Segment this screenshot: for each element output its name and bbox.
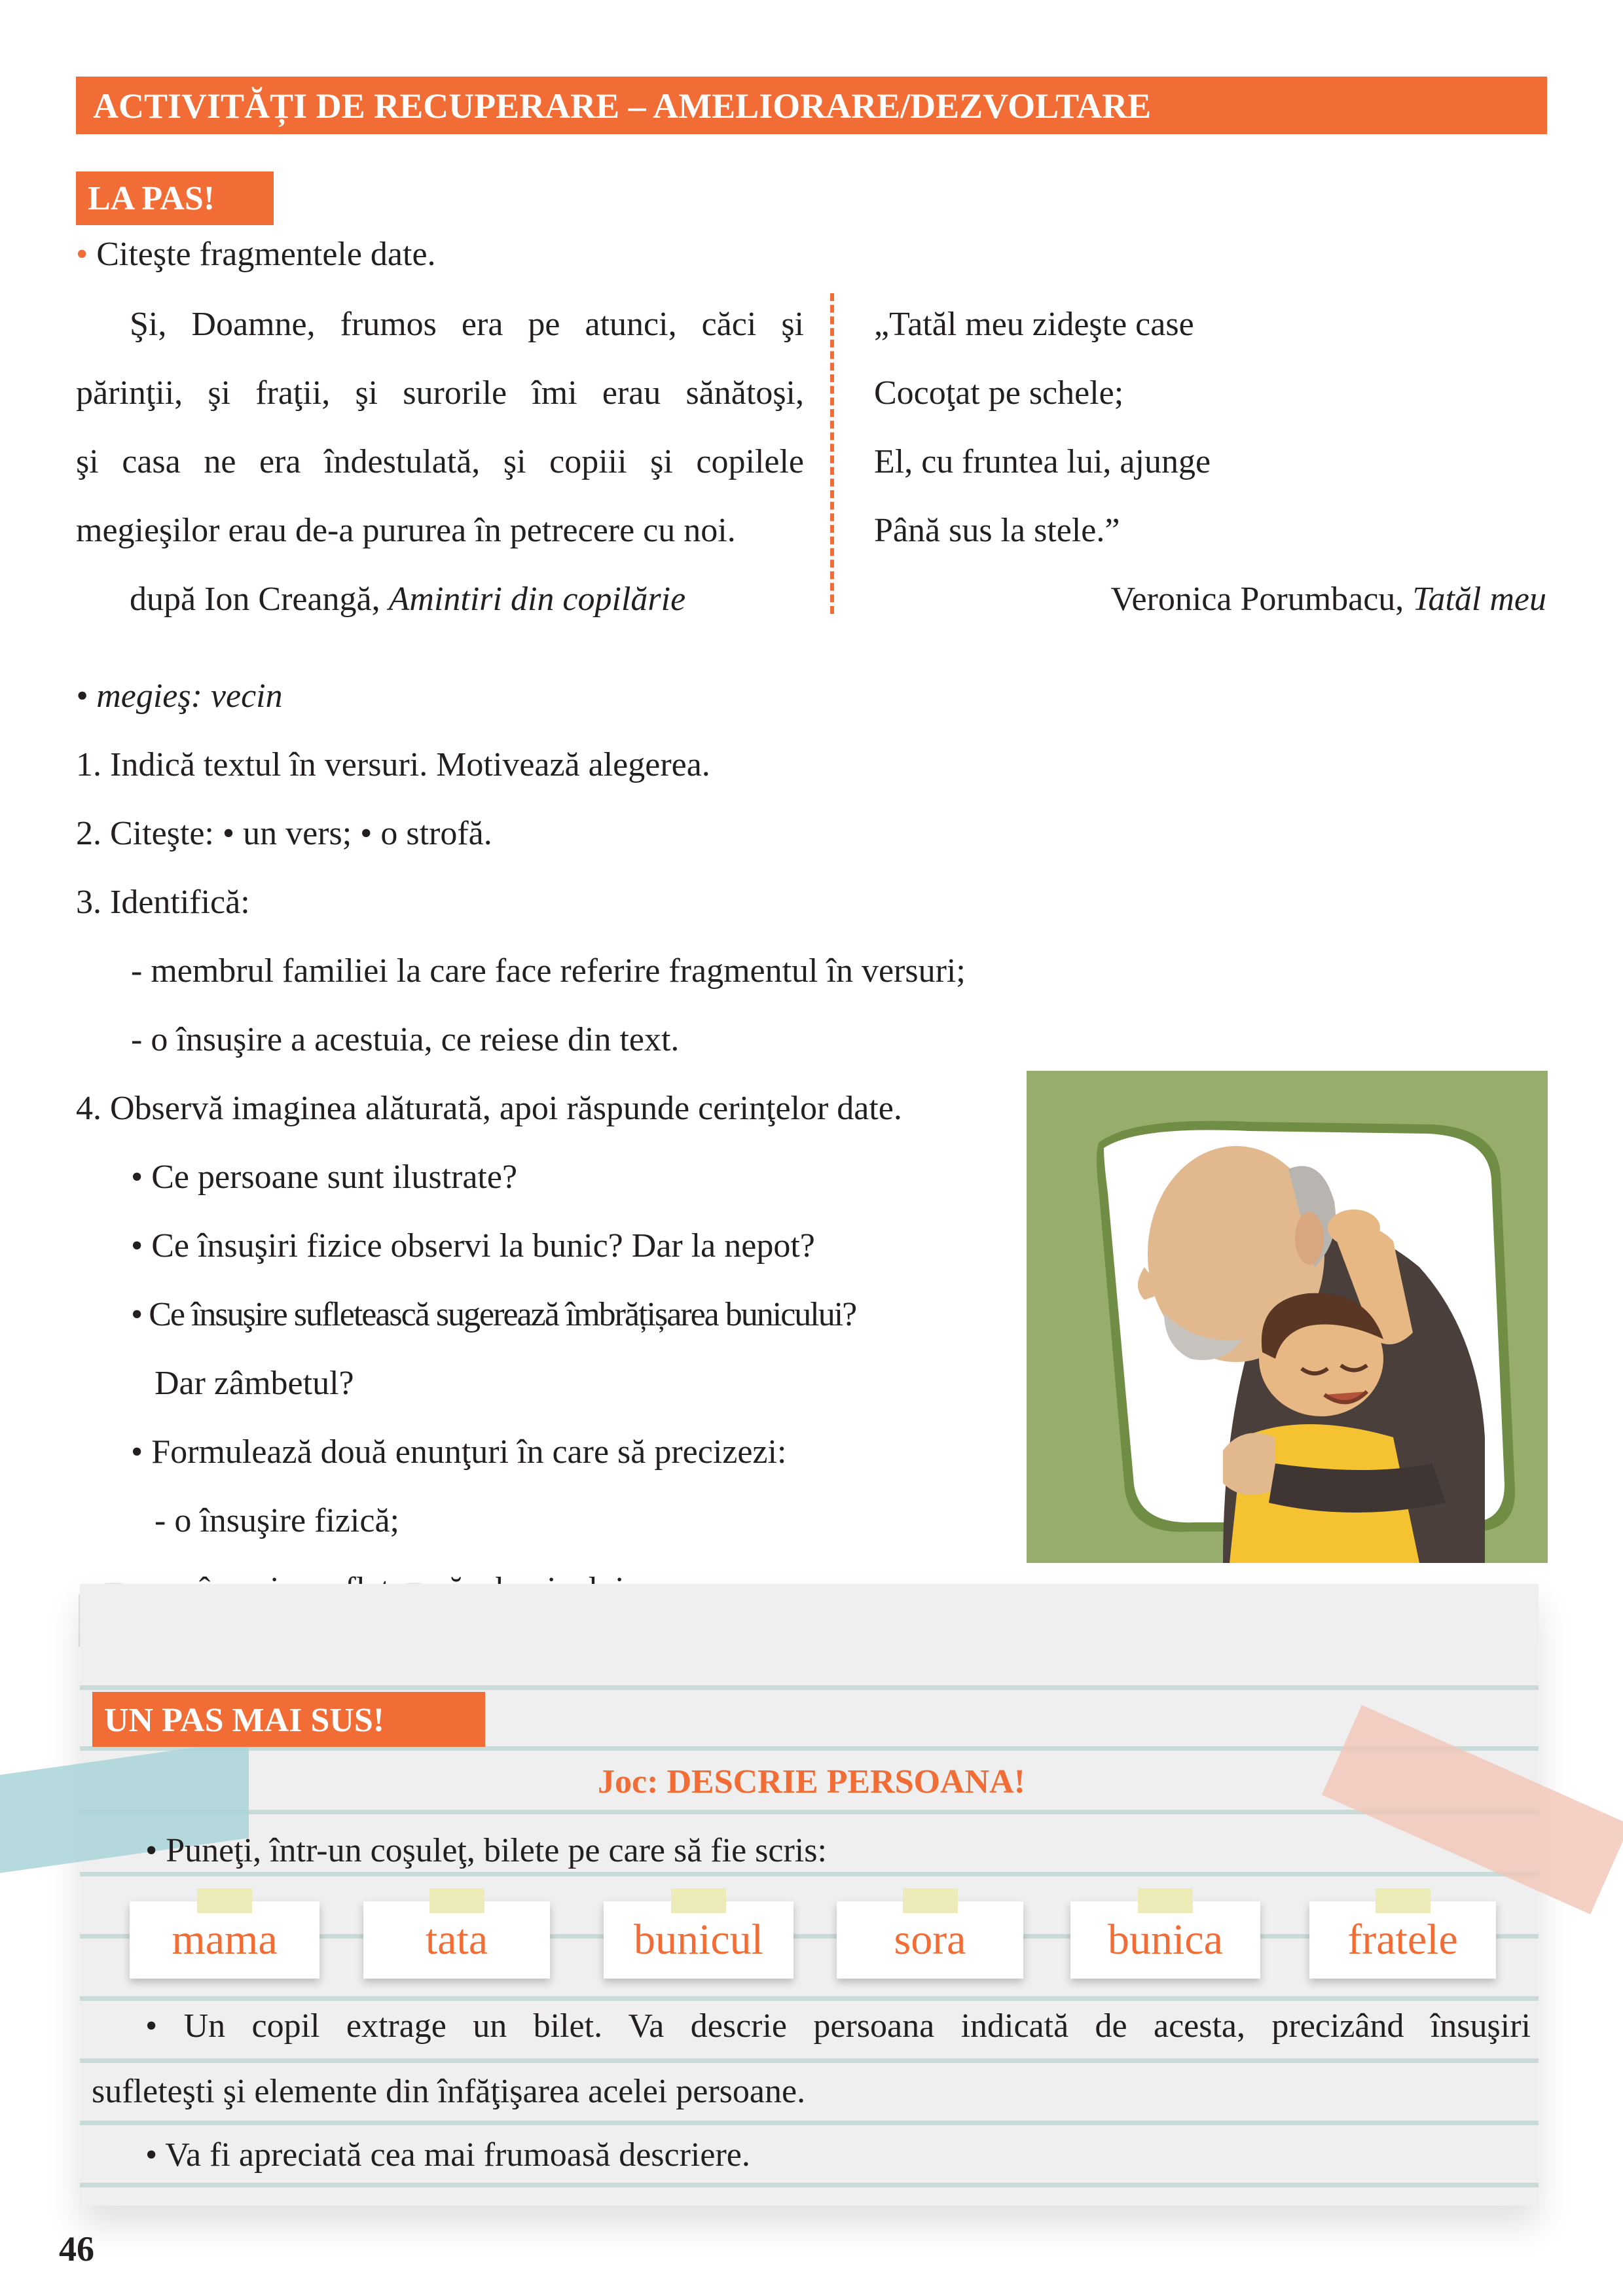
question-3: 3. Identifică: bbox=[76, 884, 250, 921]
prose-source: după Ion Creangă, Amintiri din copilărie bbox=[130, 581, 686, 618]
card-bunica: bunica bbox=[1070, 1901, 1260, 1979]
question-4d: • Formulează două enunţuri în care să precizezi: bbox=[131, 1433, 787, 1471]
poem-line-1: „Tatăl meu zideşte case bbox=[874, 306, 1194, 343]
prose-line-1: Şi, Doamne, frumos era pe atunci, căci şi bbox=[130, 306, 804, 343]
question-2: 2. Citeşte: • un vers; • o strofă. bbox=[76, 815, 492, 852]
dashed-divider bbox=[830, 293, 834, 614]
question-4b: • Ce însuşiri fizice observi la bunic? Dar la nepot? bbox=[131, 1227, 815, 1265]
question-4a: • Ce persoane sunt ilustrate? bbox=[131, 1158, 518, 1196]
page-number: 46 bbox=[59, 2229, 94, 2269]
card-tata: tata bbox=[363, 1901, 550, 1979]
poem-line-4: Până sus la stele.” bbox=[874, 512, 1120, 549]
question-4d-1: - o însuşire fizică; bbox=[155, 1502, 399, 1539]
poem-line-3: El, cu fruntea lui, ajunge bbox=[874, 443, 1211, 480]
un-pas-tag bbox=[92, 1692, 485, 1747]
poem-source: Veronica Porumbacu, Tatăl meu bbox=[1110, 581, 1546, 618]
bullet-icon: • bbox=[76, 236, 88, 273]
glossary: • megieş: vecin bbox=[76, 677, 283, 715]
question-4c: • Ce însuşire sufletească sugerează îmbrățișarea bunicului? bbox=[131, 1296, 856, 1333]
instruction-read bbox=[76, 234, 436, 275]
game-instruction-2-line-2: sufleteşti şi elemente din înfăţişarea acelei persoane. bbox=[92, 2073, 806, 2110]
prose-line-4: megieşilor erau de-a pururea în petrecere cu noi. bbox=[76, 512, 736, 549]
instruction-text: Citeşte fragmentele date. bbox=[96, 236, 436, 273]
la-pas-label: LA PAS! bbox=[88, 180, 215, 217]
grandfather-hug-illustration bbox=[1027, 1071, 1548, 1563]
question-4c-cont: Dar zâmbetul? bbox=[155, 1365, 354, 1402]
notebook-panel bbox=[80, 1584, 1539, 2206]
game-title: Joc: DESCRIE PERSOANA! bbox=[598, 1763, 1025, 1801]
question-3b: - o însuşire a acestuia, ce reiese din text. bbox=[131, 1021, 680, 1058]
question-4: 4. Observă imaginea alăturată, apoi răspunde cerinţelor date. bbox=[76, 1090, 902, 1127]
game-instruction-2-line-1: • Un copil extrage un bilet. Va descrie persoana indicată de acesta, precizând însuşiri bbox=[145, 2007, 1531, 2045]
la-pas-tag bbox=[76, 171, 274, 225]
game-instruction-1: • Puneţi, într-un coşuleţ, bilete pe care să fie scris: bbox=[145, 1832, 827, 1869]
card-fratele: fratele bbox=[1309, 1901, 1496, 1979]
question-3a: - membrul familiei la care face referire fragmentul în versuri; bbox=[131, 952, 966, 990]
section-banner bbox=[76, 77, 1547, 134]
poem-line-2: Cocoţat pe schele; bbox=[874, 374, 1124, 412]
un-pas-label: UN PAS MAI SUS! bbox=[104, 1702, 385, 1739]
prose-line-2: părinţii, şi fraţii, şi surorile îmi erau sănătoşi, bbox=[76, 374, 804, 412]
prose-source-title: Amintiri din copilărie bbox=[388, 581, 686, 618]
card-sora: sora bbox=[837, 1901, 1023, 1979]
game-instruction-3: • Va fi apreciată cea mai frumoasă descriere. bbox=[145, 2136, 750, 2174]
question-1: 1. Indică textul în versuri. Motivează alegerea. bbox=[76, 746, 710, 783]
banner-title: ACTIVITĂȚI DE RECUPERARE – AMELIORARE/DEZVOLTARE bbox=[93, 86, 1152, 126]
card-bunicul: bunicul bbox=[604, 1901, 793, 1979]
poem-source-title: Tatăl meu bbox=[1412, 581, 1546, 618]
card-mama: mama bbox=[130, 1901, 319, 1979]
prose-line-3: şi casa ne era îndestulată, şi copiii şi copilele bbox=[76, 443, 804, 480]
